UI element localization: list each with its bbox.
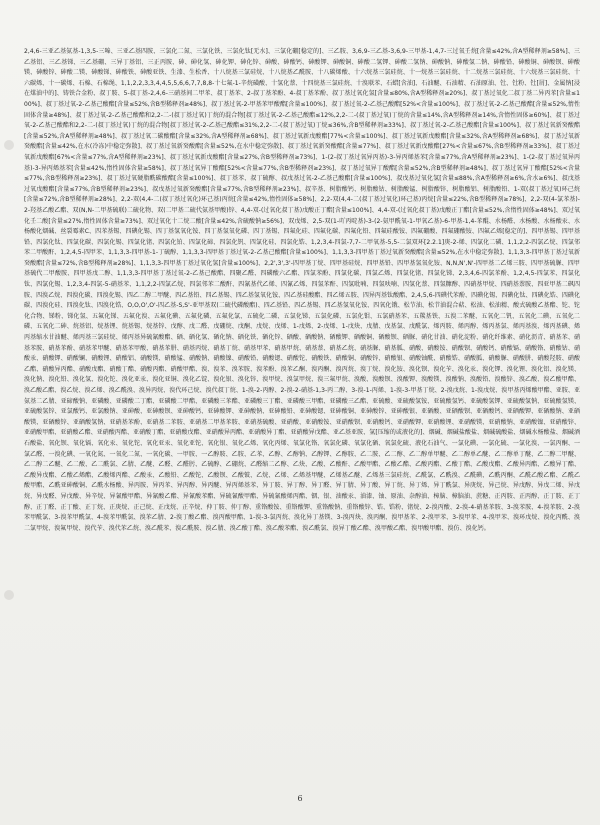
page-number: 6: [297, 794, 303, 803]
binding-hole-mark: [4, 140, 14, 150]
body-text: 2,4,6-三亚乙基氨基-1,3,5-三嗪、三亚乙基四胺、三氯化二氮、三氯化铁、三氯化钛[无水]、三氯化硼[稳定的]、三乙胺、3,6,9-三乙基-3,6,9-三甲基-1,4,7-三过氧壬烷[含量≤42%,含A型稀释剂≥58%]、三乙基铝、三乙基锑、三乙基硼、三异丁基铝、三正丙胺、砷、砷化氢、砷化钾、砷化锌、砷酸、砷酸钙、砷酸钾、砷酸铜、砷酸二氢钾、砷酸二氢钠、砷酸钠、砷酸氢二钠、砷酸铅、砷酸铜、砷酸钡、砷酸镁、砷酸锌、砷酸二镁、砷酸锑、砷酸铁、砷酸亚铁、生漆、生松香、十八烷基三氯硅烷、十八烷基乙酰胺、十八碳烯酸、十六烷基三氯硅烷、十一烷基三氯硅烷、十二烷基三氯硅烷、十六烷基三氯硅烷、十六碳烯、十一碳烯、石棉、石棉绳、1,1,2,2,3,3,4,4,5,5,6,6,7,7,8,8-十七氟-1-辛烷磺酸、十氢化萘、十四烷基三氯硅烷、十溴联苯、石蜡[含油]、石油醚、石油精、石油原油、钍、钍粉、钍[屑]、金属钠[浸在煤油中的]、铸铁合金粉、叔丁胺、5-叔丁基-2,4,6-三硝基间二甲苯、叔丁基苯、2-叔丁基苯酚、4-叔丁基苯酚、叔丁基过氧化氢[含量≤80%,含A型稀释剂≥20%]、叔丁基过氧化二叔丁基二异丙苯[含量≤100%]、叔丁基过氧-2-乙基己酸酯[含量≤52%,含B型稀释剂≥48%]、叔丁基过氧-2-甲基苯甲酸酯[含量≤100%]、叔丁基过氧-2-乙基己酸酯[52%<含量≤100%]、叔丁基过氧-2-乙基己酸酯[含量≤52%,惰性固体含量≥48%]、叔丁基过氧-2-乙基己酸酯和2,2-二-(叔丁基过氧)丁烷的混合物[叔丁基过氧-2-乙基己酸酯≤12%,2,2-二-(叔丁基过氧)丁烷的含量≤14%,含A型稀释剂≥14%,含惰性固体≥60%]、叔丁基过氧-2-乙基己酸酯和2,2-二-(叔丁基过氧)丁烷的混合物[叔丁基过氧-2-乙基己酸酯≤31%,2,2-二-(叔丁基过氧)丁烷≤36%,含B型稀释剂≥33%]、叔丁基过氧-2-乙基己酸酯[含量≤100%]、叔丁基过氧新癸酸酯[含量≤52%,含A型稀释剂≥48%]、叔丁基过氧二碳酸酯[含量≤32%,含A型稀释剂≥68%]、叔丁基过氧新戊酸酯[77%<含量≤100%]、叔丁基过氧新戊酸酯[含量≤32%,含A型稀释剂≥68%]、叔丁基过氧新癸酸酯[含量≤42%,在水(冷冻)中稳定弥散]、叔丁基过氧新癸酸酯[含量≤52%,在水中稳定弥散]、叔丁基过氧新癸酸酯[含量≤77%]、叔丁基过氧新戊酸酯[27%<含量≤67%,含B型稀释剂≥33%]、叔丁基过氧新戊酸酯[67%<含量≤77%,含A型稀释剂≥23%]、叔丁基过氧新戊酸酯[含量≤27%,含B型稀释剂≥73%]、1-(2-叔丁基过氧异丙基)-3-异丙烯基苯[含量≤77%,含A型稀释剂≥23%]、1-(2-叔丁基过氧异丙基)-3-异丙烯基苯[含量≤42%,惰性固体含量≥58%]、叔丁基过氧异丁酸酯[52%<含量≤77%,含B型稀释剂≥23%]、叔丁基过氧异丁酸酯[含量≤52%,含B型稀释剂≥48%]、叔丁基过氧异丁酸酯[52%<含量≤77%,含B型稀释剂≥23%]、叔丁基过氧硬脂酰碳酸酯[含量≤100%]、叔丁基苯、叔丁硫醇、叔戊基过氧-2-乙基己酸酯[含量≤100%]、叔戊基过氧化氢[含量≤88%,含A型稀释剂≥6%,含水≥6%]、叔戊基过氧戊酸酯[含量≤77%,含B型稀释剂≥23%]、叔戊基过氧新癸酸酯[含量≤77%,含B型稀释剂≥23%]、叔辛基、树脂酸钙、树脂酸钴、树脂酸锰、树脂酸锌、树脂酸铝、树脂酸铅、1-双(叔丁基过氧)环己烷[含量≤72%,含B型稀释剂≥28%]、2,2-双(4,4-二(叔丁基过氧化)环己基)丙烷[含量≤42%,惰性固体≥58%]、2,2-双(4,4-二(叔丁基过氧化)环己基)丙烷[含量≤22%,含B型稀释剂≥78%]、2,2-双(4-氯苯基)-2-羟基乙酸乙酯、双(N,N-二甲基硫联)二硫化物、双(二甲基二硫代氨基甲酸)锌、4,4-双-(过氧化叔丁基)戊酸正丁酯[含量≤100%]、4,4-双-(过氧化叔丁基)戊酸正丁酯[含量≤52%,含惰性固体≥48%]、双过氧化壬二酸[含量≤27%,惰性固体含量≥73%]、双过氧化十二烷二酸[含量≤42%,含硫酸钠≥56%]、双戊烯、2,5-双(1-吖丙啶基)-3-(2-氨甲酰氧-1-甲氧乙基)-6-甲基-1,4-苯醌、水杨醛、水杨酸、水杨酸汞、水杨酸化烟碱、丝裂霉素C、四苯基锡、四碘化锡、四丁基氢氧化铵、四丁基氢氧化磷、四丁基锡、四氟化硅、四氟化碳、四氟化铅、四氟硅酸铵、四氟硼酸、四氟硼酸铵、四氟乙烯[稳定的]、四甲基锡、四甲基铅、四氯化钛、四氯化碳、四氯化锡、四氯化锗、四氯化铂、四氯化碲、四氯化钒、四氯化硅、四氯化锆、1,2,3,4-四氯-7,7-二甲氧基-5,5-二氯双环[2.2.1]庚-2-烯、四氯化二磷、1,1,2,2-四氯乙烷、四氯邻苯二甲酸酐、1,2,4,5-四甲苯、1,1,3,3-四甲基-1-丁硫醇、1,1,3,3-四甲基丁基过氧-2-乙基己酸酯[含量≤100%]、1,1,3,3-四甲基丁基过氧新癸酸酯[含量≤52%,在水中稳定弥散]、1,1,3,3-四甲基丁基过氧新癸酸酯[含量≤72%,含B型稀释剂≥28%]、1,1,3,3-四甲基丁基过氧化氢[含量≤100%]、2,2',3',3'-四甲基丁烷、四甲基硅烷、四甲基铅、四甲基氢氧化铵、N,N,N',N'-四甲基二乙烯三胺、四甲基硫脲、四甲基硫代二甲酸胺、四甲基戊二醇、1,1,3,3-四甲基丁基过氧-2-乙基己酸酯、四聚乙醛、四磷酸六乙酯、四氯苯酚、四氯化碳、四氯乙烯、四氯化锗、四氯化锑、2,3,4,6-四氯苯酚、1,2,4,5-四氯苯、四氯化钛、四氯化锡、1,2,3,4-四氯-5-硝基苯、1,1,2,2-四氯乙烷、四氯邻苯二酸酐、四氰基代乙烯、四氰乙烯、四氢苯酐、四氢吡喃、四氢呋喃、四氢化萘、四氢糠醇、四硝基甲烷、四硝基萘胺、四亚甲基二砜四胺、四溴乙烷、四溴化碳、四溴化锡、四乙二醇二甲醚、四乙基铅、四乙基锡、四乙基氢氧化铵、四乙基硅酸酯、四乙烯五胺、四异丙基钛酸酯、2,4,5,6-四碘代苯酚、四碘化锡、四碘化钛、四碘化锆、四碘化碳、四溴化硅、四溴化钛、四溴化锆、O,O,O',O'-四乙基-S,S'-亚甲基双(二硫代磷酸酯)、四乙基铅、四乙基锡、四乙基氢氧化铵、四氧化锇、松节油、松节油混合萜、松油、松油精、酸式硫酸乙基酯、铊、铊化合物、锑粉、锑化氢、五氟化锑、五氟化溴、五氟化碘、五氟化磷、五氟化氯、五硫化二磷、五氯化锑、五氯化磷、五氯化钼、五氯硝基苯、五羰基铁、五溴二苯醚、五氧化二钒、五氧化二碘、五氧化二磷、五氧化二砷、烷基铝、烷基锂、烷基锡、烷基锌、戊醇、戊二醛、戊硼烷、戊酮、戊烷、戊烯、1-戊烯、2-戊烯、1-戊炔、戊腈、戊基氯、戊酰氯、烯丙胺、烯丙醇、烯丙基氯、烯丙基溴、烯丙基碘、烯丙基缩水甘油醚、烯丙基三氯硅烷、烯丙基异硫氰酸酯、硒、硒化氢、硒化钠、硒化铁、硒化锌、硒酸、硒酸钠、硒酸钾、硒酸铜、硒酸钡、硒脲、硝化甘油、硝化淀粉、硝化纤维素、硝化沥青、硝基苯、硝基苯胺、硝基苯酚、硝基苯甲醚、硝基苯甲酸、硝基苯肼、硝基丙烷、硝基丁烷、硝基甲苯、硝基甲烷、硝基萘、硝基乙烷、硝基脲、硝基胍、硝酸、硝酸铵、硝酸钡、硝酸钙、硝酸镉、硝酸铬、硝酸钴、硝酸汞、硝酸钾、硝酸镧、硝酸锂、硝酸铝、硝酸镁、硝酸锰、硝酸钠、硝酸镍、硝酸铅、硝酸锶、硝酸铊、硝酸铁、硝酸铜、硝酸锌、硝酸银、硝酸铀酰、硝酸锆、硝酸胍、硝酸脲、硝酸肼、硝酸羟胺、硝酸乙酯、硝酸异丙酯、硝酸戊酯、硝酸丁酯、硝酸丙酯、硝酸甲酯、溴、溴苯、溴苯胺、溴苯酚、溴苯乙酮、溴丙酮、溴丙烷、溴丁烷、溴化铵、溴化钡、溴化苄、溴化汞、溴化钾、溴化锂、溴化铝、溴化镁、溴化钠、溴化铅、溴化氢、溴化铊、溴化亚汞、溴化亚铜、溴化乙锭、溴化银、溴化锌、溴甲烷、溴氯甲烷、溴三氟甲烷、溴酸、溴酸钡、溴酸钾、溴酸镁、溴酸钠、溴酸铅、溴酸锌、溴乙酸、溴乙酸甲酯、溴乙酸乙酯、溴乙烷、溴乙烯、溴乙酰溴、溴异丙烷、溴代环己烷、溴代叔丁烷、1-溴-2-丙醇、2-溴-2-硝基-1,3-丙二醇、3-溴-1-丙烯、1-溴-3-甲基丁烷、2-溴戊烷、1-溴戊烷、溴甲基丙烯酸甲酯、亚胺、亚氨基二乙腈、亚碲酸钠、亚磷酸、亚磷酸二丁酯、亚磷酸二甲酯、亚磷酸三苯酯、亚磷酸三丁酯、亚磷酸三甲酯、亚磷酸三乙酯、亚硫酸、亚硫酸氢铵、亚硫酸氢钙、亚硫酸氢钾、亚硫酸氢钠、亚硫酸氢镁、亚硫酸氢锌、亚氯酸钙、亚氯酸钠、亚砷酸、亚砷酸钡、亚砷酸钙、亚砷酸钾、亚砷酸钠、亚砷酸铅、亚砷酸锶、亚砷酸铜、亚砷酸锌、亚砷酸银、亚硒酸、亚硒酸钡、亚硒酸钙、亚硒酸钾、亚硒酸钠、亚硒酸镁、亚硒酸锌、亚硒酸氢钠、亚硝基苯酚、亚硝基二苯胺、亚硝基二甲基苯胺、亚硝基硫酸、亚硝酸、亚硝酸铵、亚硝酸钡、亚硝酸钙、亚硝酸钾、亚硝酸锂、亚硝酸镁、亚硝酸钠、亚硝酸镍、亚硝酸锌、亚硝酸甲酯、亚硝酸乙酯、亚硝酸丙酯、亚硝酸丁酯、亚硝酸戊酯、亚硝酸异丙酯、亚硝酸异丁酯、亚硝酸异戊酯、亚乙基亚胺、氩[压缩的或液化的]、烟碱、烟碱盐酸盐、烟碱硫酸盐、烟碱水杨酸盐、烟碱酒石酸盐、氧化钡、氧化镉、氧化汞、氧化铊、氧化亚汞、氧化亚铊、氧化银、氧化乙烯、氧化丙烯、氧氯化铬、氧氯化磷、氧氯化硒、氧氯化硫、液化石油气、一氯化碘、一氯化硫、一氯化溴、一氯丙酮、一氯乙醛、一溴化碘、一氧化氮、一氧化二氮、一氧化碳、一甲胺、一乙醇胺、乙胺、乙苯、乙醇、乙醇钠、乙醇钾、乙醇胺、乙二胺、乙二醇、乙二醇单甲醚、乙二醇单乙醚、乙二醇单丁醚、乙二醇二甲醚、乙二醇二乙醚、乙二酸、乙二酰氯、乙腈、乙醚、乙醛、乙醛肟、乙硫醇、乙硼烷、乙醛缩二乙醇、乙炔、乙酸、乙酸酐、乙酸甲酯、乙酸乙酯、乙酸丙酯、乙酸丁酯、乙酸戊酯、乙酸异丙酯、乙酸异丁酯、乙酸异戊酯、乙酸乙烯酯、乙酸烯丙酯、乙酸汞、乙酸铅、乙酸铊、乙酸钡、乙酸铍、乙烷、乙烯、乙烯基甲醚、乙烯基乙醚、乙烯基三氯硅烷、乙酰氯、乙酰溴、乙酰碘、乙酰丙酮、乙酰乙酸乙酯、乙酰乙酸甲酯、乙酰亚砷酸铜、乙酰水杨酸、异丙胺、异丙苯、异丙醇、异丙醚、异丙烯基苯、异丁胺、异丁醇、异丁醛、异丁腈、异丁酸、异丁烷、异丁烯、异丁酰氯、异庚烷、异己烷、异戊醇、异戊二烯、异戊烷、异戊醛、异戊酸、异辛烷、异氰酸甲酯、异氰酸乙酯、异氰酸苯酯、异硫氰酸甲酯、异硫氰酸烯丙酯、铟、银、油酸汞、油漆、铀、原油、杂醇油、樟脑、樟脑油、蔗糖、正丙胺、正丙醇、正丁胺、正丁醇、正丁醛、正丁酸、正丁烷、正庚烷、正己烷、正戊烷、正辛烷、仲丁胺、仲丁醇、重铬酸铵、重铬酸钾、重铬酸钠、重铬酸锌、锆、锆粉、锗烷、2-溴丙酸、2-溴-4-硝基苯胺、3-溴苯胺、4-溴苯胺、2-溴苯甲酰氯、3-溴苯甲酰氯、4-溴苯甲酰氯、溴苯乙腈、2-溴丁酸乙酯、溴丙酸甲酯、1-溴-3-氯丙烷、溴化异丁基镁、3-溴丙炔、溴丙酮、溴甲基苯、2-溴甲苯、3-溴甲苯、4-溴甲苯、溴环戊烷、溴化丙酰、溴二氯甲烷、溴氟甲烷、溴代苄、溴代苯乙烷、溴乙酰苯、溴乙酰胺、溴乙腈、溴乙酸丁酯、溴乙酸苯酯、溴乙酰氯、溴异丁酸乙酯、溴甲酸乙酯、溴甲酸甲酯、溴仿、溴化钙。: [24, 48, 580, 532]
binding-hole-mark: [4, 590, 14, 600]
